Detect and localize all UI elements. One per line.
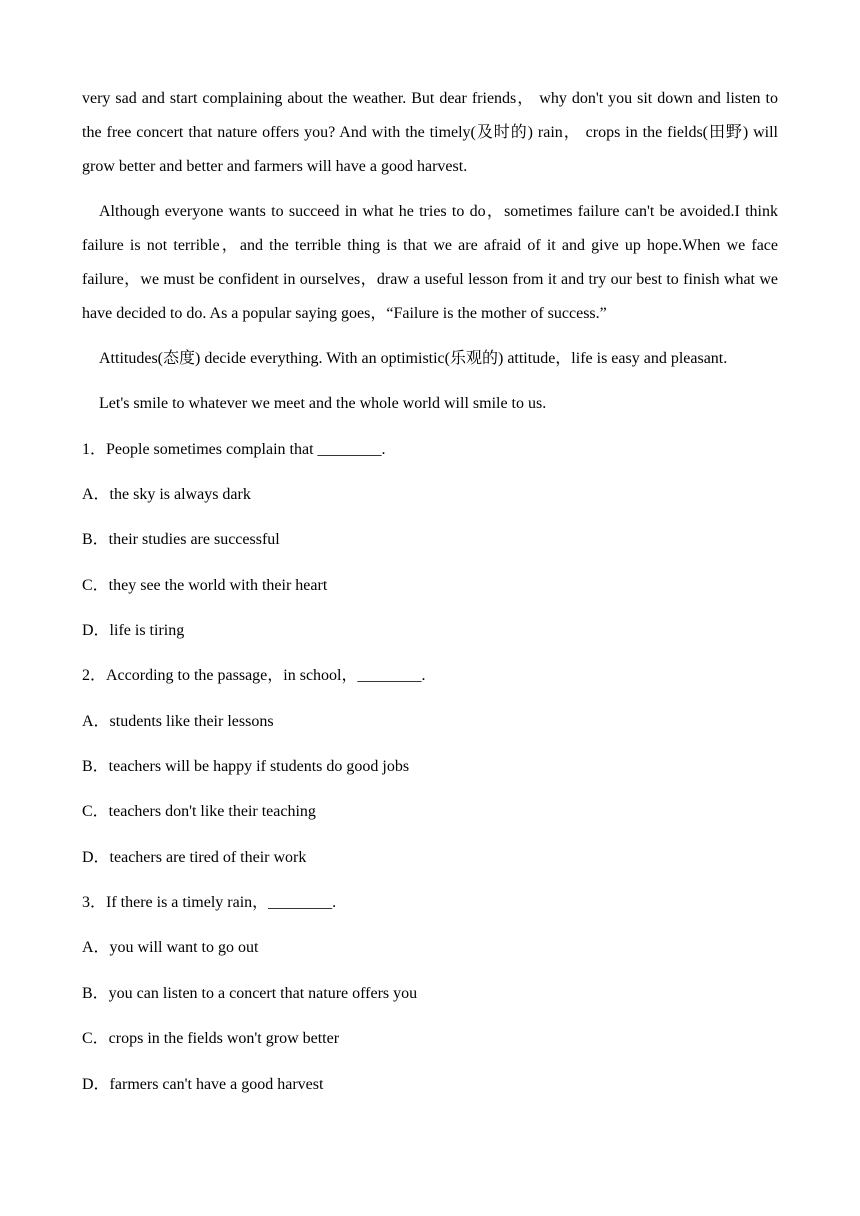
- passage-paragraph-1: very sad and start complaining about the weather. But dear friends， why don't you sit down and listen to the free concert that nature offers you? And with the timely(及时的) rain， crops in the fields(田野) will grow better and better and farmers will have a good harvest.: [82, 90, 778, 175]
- answer-option-b: B．you can listen to a concert that nature offers you: [82, 985, 418, 1002]
- answer-option-b: B．their studies are successful: [82, 531, 280, 548]
- answer-option-d: D．life is tiring: [82, 622, 185, 639]
- answer-option-d: D．teachers are tired of their work: [82, 849, 307, 866]
- question-stem: 1．People sometimes complain that ________.: [82, 441, 386, 458]
- question-stem: 2．According to the passage，in school，________.: [82, 667, 426, 684]
- answer-option-a: A．you will want to go out: [82, 939, 259, 956]
- passage-paragraph-3: Attitudes(态度) decide everything. With an optimistic(乐观的) attitude，life is easy and pleasant.: [99, 350, 728, 367]
- answer-option-c: C．teachers don't like their teaching: [82, 803, 316, 820]
- answer-option-b: B．teachers will be happy if students do good jobs: [82, 758, 410, 775]
- answer-option-a: A．the sky is always dark: [82, 486, 251, 503]
- question-stem: 3．If there is a timely rain，________.: [82, 894, 337, 911]
- passage-paragraph-4: Let's smile to whatever we meet and the whole world will smile to us.: [99, 395, 547, 412]
- answer-option-c: C．they see the world with their heart: [82, 577, 328, 594]
- answer-option-c: C．crops in the fields won't grow better: [82, 1030, 340, 1047]
- passage-paragraph-2: Although everyone wants to succeed in what he tries to do，sometimes failure can't be avoided.I think failure is not terrible，and the terrible thing is that we are afraid of it and give up hope.When we face failure，we must be confident in ourselves，draw a useful lesson from it and try our best to finish what we have decided to do. As a popular saying goes，“Failure is the mother of success.”: [82, 203, 778, 322]
- answer-option-a: A．students like their lessons: [82, 713, 274, 730]
- answer-option-d: D．farmers can't have a good harvest: [82, 1076, 324, 1093]
